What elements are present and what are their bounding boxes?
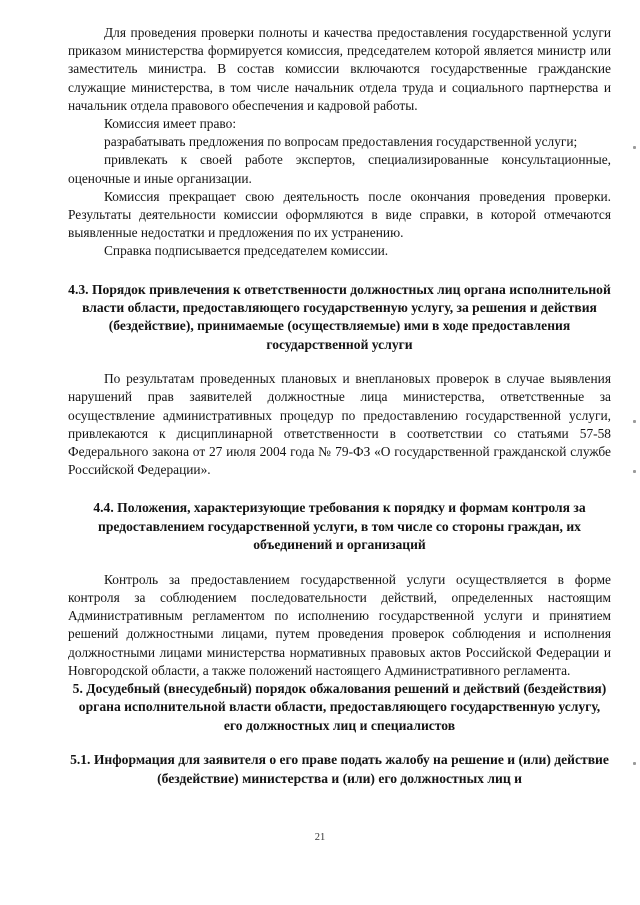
paragraph-report-signing: Справка подписывается председателем комиссии. [104,243,389,259]
spacer [68,479,611,499]
paragraph-commission-termination: Комиссия прекращает свою деятельность после окончания проведения проверки. Результаты деятельности комиссии оформляются в виде справки, в которой отмечаются выявленные недостатки и предложения по их устранению. [68,188,611,241]
spacer [68,555,611,571]
section-5-heading: 5. Досудебный (внесудебный) порядок обжалования решений и действий (бездействия) органа исполнительной власти области, предоставляющего государственную услугу, его должностных лиц и специалистов [72,680,607,733]
page-content [68,24,611,788]
scan-artifact [633,762,636,765]
paragraph-right-involve-experts: привлекать к своей работе экспертов, специализированные консультационные, оценочные и иные организации. [68,152,611,186]
spacer [68,354,611,370]
paragraph-commission-rights: Комиссия имеет право: [104,116,237,132]
spacer [68,261,611,281]
section-4-3-heading: 4.3. Порядок привлечения к ответственности должностных лиц органа исполнительной власти области, предоставляющего государственную услугу, за решения и действия (бездействие), принимаемые (осуществляемые) ими в ходе предоставления государственной услуги [68,281,611,352]
section-4-3-body: По результатам проведенных плановых и внеплановых проверок в случае выявления нарушений прав заявителей должностные лица министерства, ответственные за осуществление административных процедур по предоставлению государственной услуги, привлекаются к дисциплинарной ответственности в соответствии со статьями 57-58 Федерального закона от 27 июля 2004 года № 79-ФЗ «О государственной гражданской службе Российской Федерации». [68,371,611,478]
section-5-1-heading: 5.1. Информация для заявителя о его праве подать жалобу на решение и (или) действие (бездействие) министерства и (или) его должностных лиц и [70,752,609,786]
scan-artifact [633,420,636,423]
scan-artifact [633,146,636,149]
paragraph-commission-formation: Для проведения проверки полноты и качества предоставления государственной услуги приказом министерства формируется комиссия, председателем которой является министр или заместитель министра. В состав комиссии включаются государственные гражданские служащие министерства, в том числе начальник отдела труда и социального партнерства и начальник отдела правового обеспечения и кадровой работы. [68,25,611,113]
scan-artifact [633,470,636,473]
spacer [68,735,611,751]
page-number: 21 [314,832,326,843]
paragraph-right-develop-proposals: разрабатывать предложения по вопросам предоставления государственной услуги; [104,134,578,150]
section-4-4-body: Контроль за предоставлением государственной услуги осуществляется в форме контроля за соблюдением последовательности действий, определенных настоящим Административным регламентом по исполнению государственной услуги и принятием решений должностными лицами, путем проведения проверок соблюдения и исполнения должностными лицами министерства нормативных правовых актов Российской Федерации и Новгородской области, а также положений настоящего Административного регламента. [68,571,611,678]
section-4-4-heading: 4.4. Положения, характеризующие требования к порядку и формам контроля за предоставлением государственной услуги, в том числе со стороны граждан, их объединений и организаций [93,500,586,553]
